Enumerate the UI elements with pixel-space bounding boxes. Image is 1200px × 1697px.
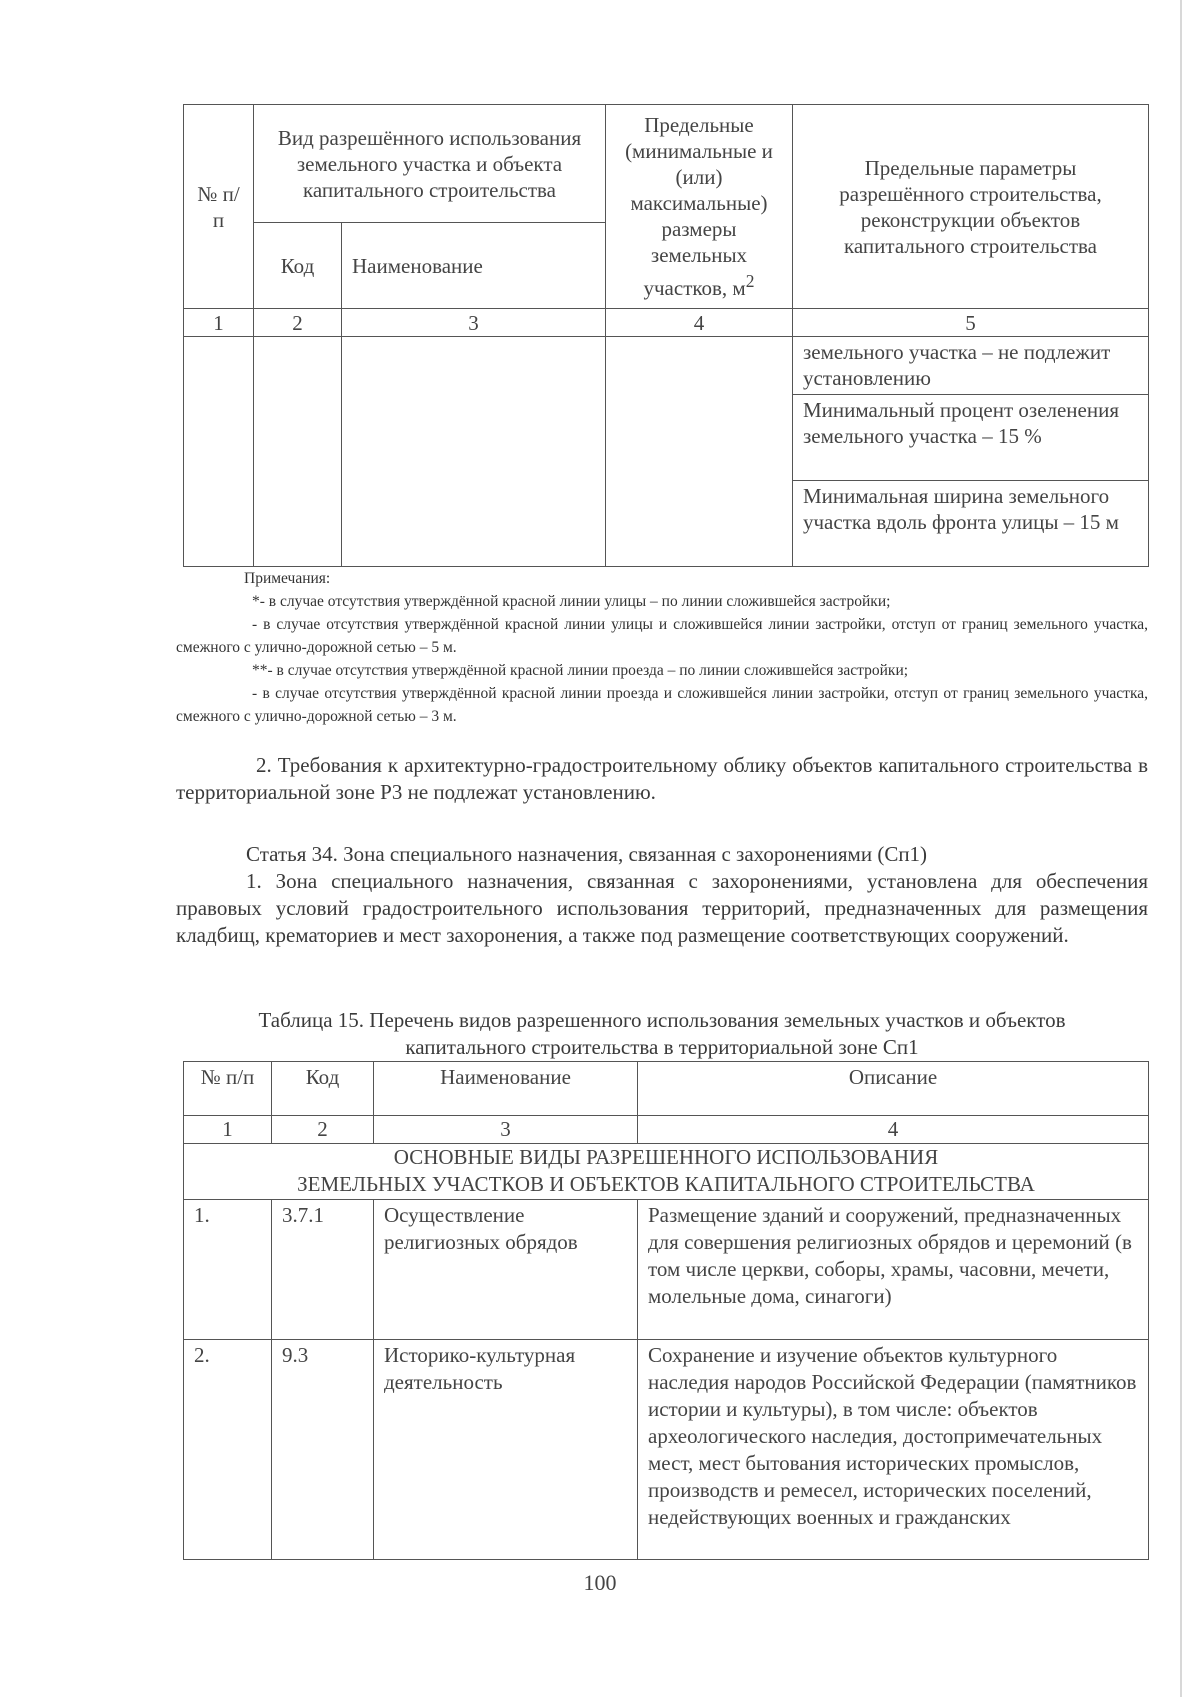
param-row: Минимальный процент озеленения земельного участка – 15 % (793, 395, 1149, 481)
row-num: 2. (184, 1340, 272, 1560)
empty-cell (184, 337, 254, 567)
param-row: земельного участка – не подлежит установлению (793, 337, 1149, 395)
note-line: - в случае отсутствия утверждённой красной линии улицы и сложившейся линии застройки, отступ от границ земельного участка, смежного с улично-дорожной сетью – 5 м. (176, 616, 1148, 656)
col-number-5: 5 (793, 309, 1149, 337)
paragraph-2: 2. Требования к архитектурно-градостроительному облику объектов капитального строительства в территориальной зоне Р3 не подлежат установлению. (176, 753, 1148, 804)
land-use-table (183, 1061, 1149, 1560)
article-item-1: 1. Зона специального назначения, связанная с захоронениями, установлена для обеспечения правовых условий градостроительного использования территорий, предназначенных для размещения кладбищ, крематориев и мест захоронения, а также под размещение соответствующих сооружений. (176, 869, 1148, 947)
row-kod: 9.3 (272, 1340, 374, 1560)
row-opis: Размещение зданий и сооружений, предназначенных для совершения религиозных обрядов и церемоний (в том числе церкви, соборы, храмы, часовни, мечети, молельные дома, синагоги) (638, 1200, 1149, 1340)
section-header: ОСНОВНЫЕ ВИДЫ РАЗРЕШЕННОГО ИСПОЛЬЗОВАНИЯ ЗЕМЕЛЬНЫХ УЧАСТКОВ И ОБЪЕКТОВ КАПИТАЛЬНОГО СТРОИТЕЛЬСТВА (184, 1144, 1149, 1200)
col-number-2: 2 (254, 309, 342, 337)
notes-title: Примечания: (244, 570, 331, 587)
row-kod: 3.7.1 (272, 1200, 374, 1340)
empty-cell (254, 337, 342, 567)
header-kod: Код (254, 223, 342, 309)
note-line: **- в случае отсутствия утверждённой красной линии проезда – по линии сложившейся застройки; (252, 662, 909, 679)
col-number-1: 1 (184, 1116, 272, 1144)
col-number-3: 3 (374, 1116, 638, 1144)
col-number-4: 4 (606, 309, 793, 337)
note-line: *- в случае отсутствия утверждённой красной линии улицы – по линии сложившейся застройки; (252, 593, 891, 610)
col-number-2: 2 (272, 1116, 374, 1144)
header-kod: Код (272, 1062, 374, 1116)
article-title: Статья 34. Зона специального назначения, связанная с захоронениями (Сп1) (246, 842, 928, 866)
header-params: Предельные параметры разрешённого строительства, реконструкции объектов капитального строительства (793, 105, 1149, 309)
parameters-table (183, 104, 1149, 567)
row-num: 1. (184, 1200, 272, 1340)
header-razmery: Предельные (минимальные и (или) максимальные) размеры земельных участков, $м^2$ (606, 105, 793, 309)
col-number-3: 3 (342, 309, 606, 337)
header-num: № п/п (184, 1062, 272, 1116)
header-vid: Вид разрешённого использования земельного участка и объекта капитального строительства (254, 105, 606, 223)
header-num: № п/п (184, 105, 254, 309)
empty-cell (342, 337, 606, 567)
col-number-1: 1 (184, 309, 254, 337)
header-naim: Наименование (374, 1062, 638, 1116)
article-34 (176, 841, 1148, 949)
scan-edge-line (1180, 0, 1182, 1697)
row-naim: Историко-культурная деятельность (374, 1340, 638, 1560)
param-row: Минимальная ширина земельного участка вдоль фронта улицы – 15 м (793, 481, 1149, 567)
row-naim: Осуществление религиозных обрядов (374, 1200, 638, 1340)
row-opis: Сохранение и изучение объектов культурного наследия народов Российской Федерации (памятников истории и культуры), в том числе: объектов археологического наследия, достопримечательных мест, мест бытования исторических промыслов, производств и ремесел, исторических поселений, недействующих военных и гражданских (638, 1340, 1149, 1560)
note-line: - в случае отсутствия утверждённой красной линии проезда и сложившейся линии застройки, отступ от границ земельного участка, смежного с улично-дорожной сетью – 3 м. (176, 685, 1148, 725)
table-caption: Таблица 15. Перечень видов разрешенного использования земельных участков и объектов капитального строительства в территориальной зоне Сп1 (258, 1008, 1066, 1059)
page-number: 100 (583, 1570, 617, 1595)
col-number-4: 4 (638, 1116, 1149, 1144)
header-opis: Описание (638, 1062, 1149, 1116)
header-naim: Наименование (342, 223, 606, 309)
notes-block (176, 567, 1148, 728)
empty-cell (606, 337, 793, 567)
